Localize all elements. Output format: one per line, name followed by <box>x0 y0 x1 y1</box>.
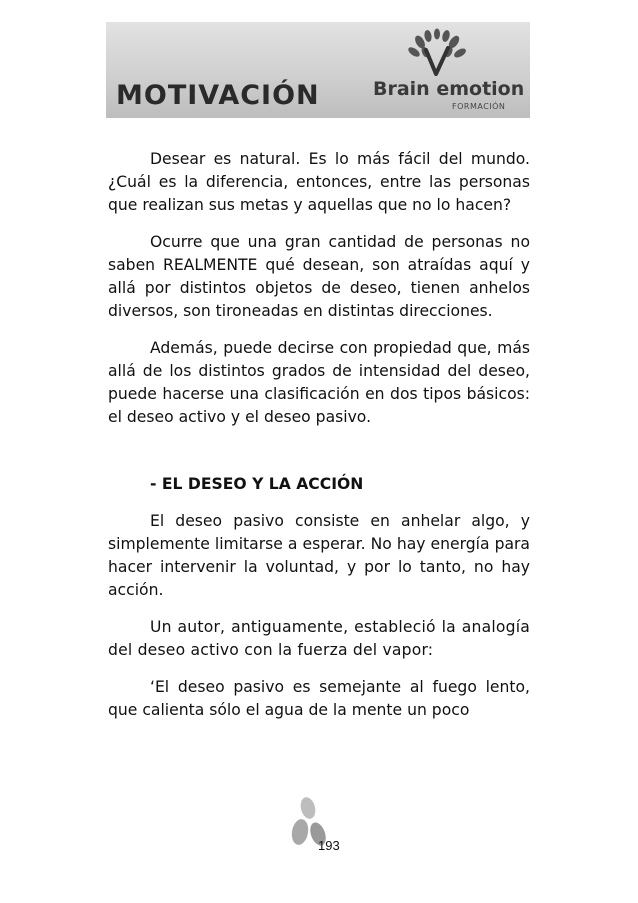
paragraph: Un autor, antiguamente, estableció la analogía del deseo activo con la fuerza del vapor: <box>108 618 530 659</box>
paragraph: Ocurre que una gran cantidad de personas no saben REALMENTE qué desean, son atraídas aquí y allá por distintos objetos de deseo, tienen anhelos diversos, son tironeadas en distintas direcciones. <box>108 233 530 320</box>
paragraph: Además, puede decirse con propiedad que, más allá de los distintos grados de intensidad del deseo, puede hacerse una clasificación en dos tipos básicos: el deseo activo y el deseo pasivo. <box>108 339 530 426</box>
header-title: MOTIVACIÓN <box>116 80 320 111</box>
quote-paragraph: ‘El deseo pasivo es semejante al fuego lento, que calienta sólo el agua de la mente un poco <box>108 678 530 719</box>
logo-subtitle: FORMACIÓN <box>452 102 506 111</box>
section-heading: - EL DESEO Y LA ACCIÓN <box>150 475 364 493</box>
logo-brand-text: Brain emotion <box>373 78 525 100</box>
brain-emotion-logo <box>368 24 528 116</box>
paragraph: El deseo pasivo consiste en anhelar algo, y simplemente limitarse a esperar. No hay energía para hacer intervenir la voluntad, y por lo tanto, no hay acción. <box>108 512 530 599</box>
paragraph: Desear es natural. Es lo más fácil del mundo. ¿Cuál es la diferencia, entonces, entre las personas que realizan sus metas y aquellas que no lo hacen? <box>108 150 530 214</box>
page-header-banner <box>106 22 530 118</box>
page-body <box>108 148 530 722</box>
tree-logo-icon <box>398 28 478 82</box>
page-number: 193 <box>318 838 340 853</box>
leaf-footer-icon <box>288 794 348 866</box>
